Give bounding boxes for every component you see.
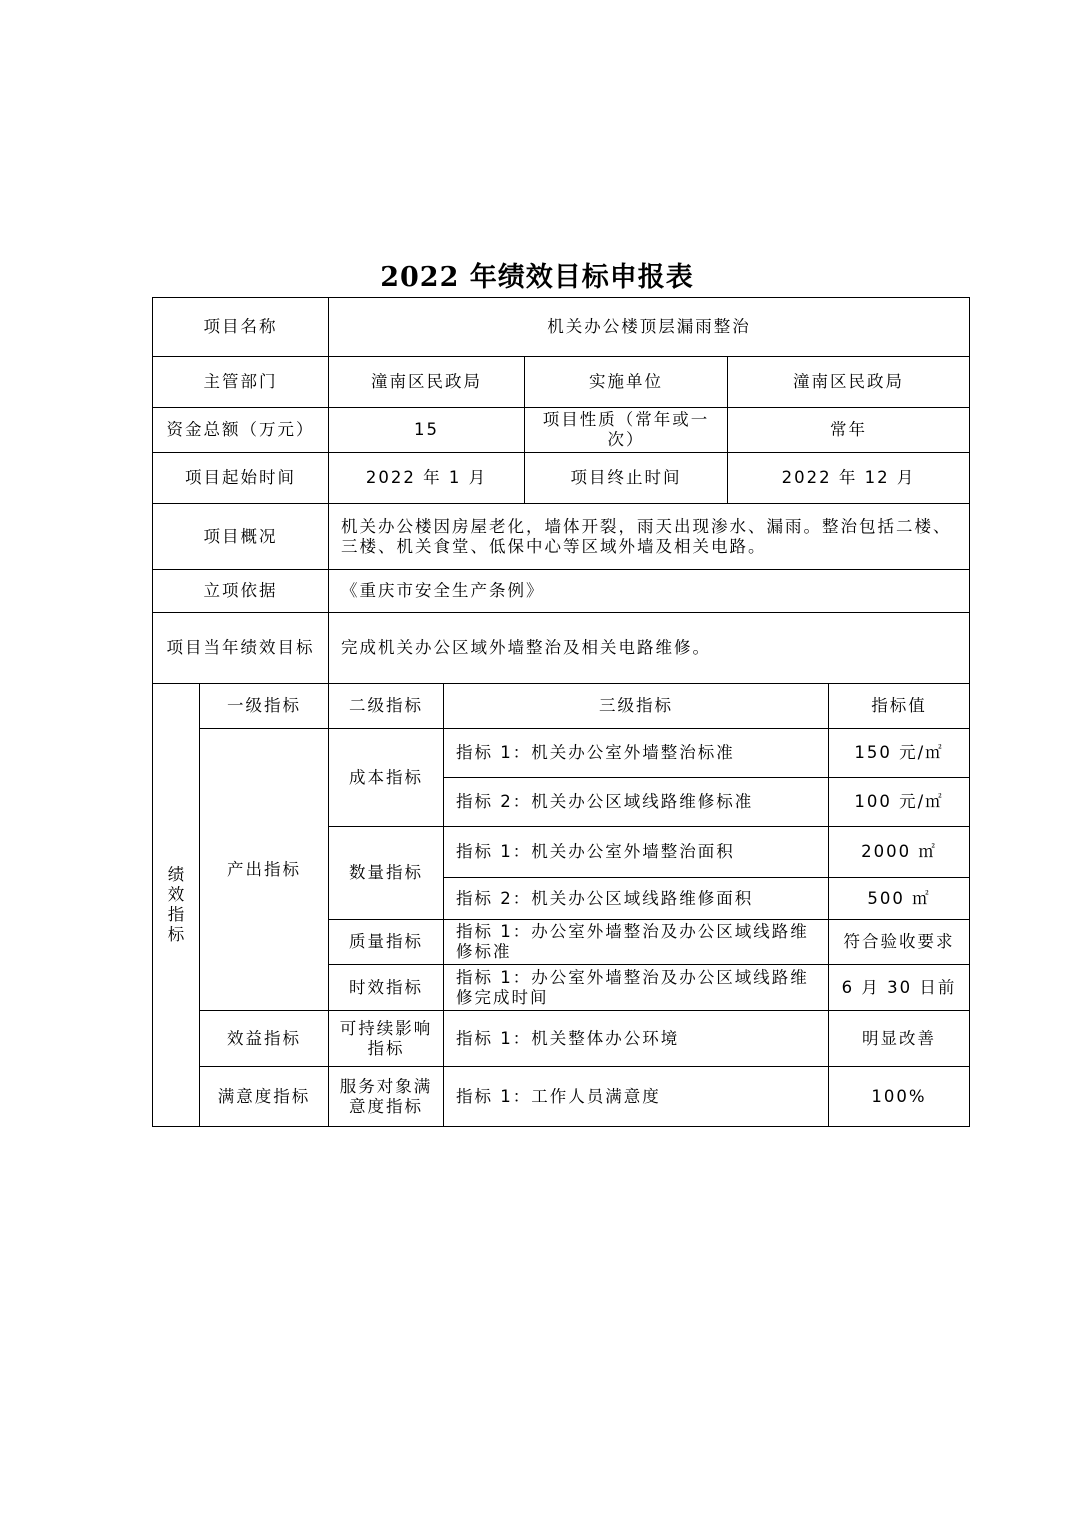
overview-label: 项目概况	[153, 504, 329, 570]
indicator-name: 指标 1：机关办公室外墙整治标准	[444, 729, 829, 778]
indicator-section-label	[153, 684, 200, 1127]
row-overview	[153, 504, 970, 570]
basis-label: 立项依据	[153, 570, 329, 613]
header-level1: 一级指标	[200, 684, 329, 729]
indicator-value: 明显改善	[829, 1011, 970, 1067]
satisfaction-indicator: 满意度指标	[200, 1067, 329, 1127]
nature-label: 项目性质（常年或一次）	[525, 408, 728, 453]
indicator-name: 指标 1：机关整体办公环境	[444, 1011, 829, 1067]
row-fund	[153, 408, 970, 453]
end-value: 2022 年 12 月	[728, 453, 970, 504]
indicator-name: 指标 1：工作人员满意度	[444, 1067, 829, 1127]
goal-value: 完成机关办公区域外墙整治及相关电路维修。	[329, 613, 970, 684]
row-goal	[153, 613, 970, 684]
sustain-indicator: 可持续影响指标	[329, 1011, 444, 1067]
indicator-value: 6 月 30 日前	[829, 965, 970, 1011]
header-level3: 三级指标	[444, 684, 829, 729]
row-project-name	[153, 298, 970, 357]
section-char: 绩	[167, 865, 185, 884]
indicator-value: 2000 ㎡	[829, 827, 970, 878]
indicator-name: 指标 2：机关办公区域线路维修面积	[444, 878, 829, 920]
cost-indicator: 成本指标	[329, 729, 444, 827]
row-indicator-headers	[153, 684, 970, 729]
row-period	[153, 453, 970, 504]
start-value: 2022 年 1 月	[329, 453, 525, 504]
fund-value: 15	[329, 408, 525, 453]
header-value: 指标值	[829, 684, 970, 729]
indicator-name: 指标 2：机关办公区域线路维修标准	[444, 778, 829, 827]
output-indicator: 产出指标	[200, 729, 329, 1011]
indicator-row	[153, 1067, 970, 1127]
impl-label: 实施单位	[525, 357, 728, 408]
performance-target-form	[152, 297, 970, 1127]
quantity-indicator: 数量指标	[329, 827, 444, 920]
indicator-name: 指标 1：办公室外墙整治及办公区域线路维修完成时间	[444, 965, 829, 1011]
indicator-value: 符合验收要求	[829, 920, 970, 965]
timeliness-indicator: 时效指标	[329, 965, 444, 1011]
indicator-value: 100%	[829, 1067, 970, 1127]
section-char: 标	[167, 925, 185, 944]
benefit-indicator: 效益指标	[200, 1011, 329, 1067]
nature-value: 常年	[728, 408, 970, 453]
start-label: 项目起始时间	[153, 453, 329, 504]
document-title: 2022 年绩效目标申报表	[380, 262, 694, 293]
section-char: 指	[167, 905, 185, 924]
service-satisfaction-indicator: 服务对象满意度指标	[329, 1067, 444, 1127]
end-label: 项目终止时间	[525, 453, 728, 504]
indicator-value: 100 元/㎡	[829, 778, 970, 827]
indicator-row	[153, 729, 970, 778]
basis-value: 《重庆市安全生产条例》	[329, 570, 970, 613]
indicator-row	[153, 1011, 970, 1067]
indicator-value: 150 元/㎡	[829, 729, 970, 778]
dept-value: 潼南区民政局	[329, 357, 525, 408]
goal-label: 项目当年绩效目标	[153, 613, 329, 684]
section-char: 效	[167, 885, 185, 904]
quality-indicator: 质量指标	[329, 920, 444, 965]
row-department	[153, 357, 970, 408]
project-name-label: 项目名称	[153, 298, 329, 357]
project-name-value: 机关办公楼顶层漏雨整治	[329, 298, 970, 357]
impl-value: 潼南区民政局	[728, 357, 970, 408]
indicator-value: 500 ㎡	[829, 878, 970, 920]
dept-label: 主管部门	[153, 357, 329, 408]
indicator-name: 指标 1：办公室外墙整治及办公区域线路维修标准	[444, 920, 829, 965]
header-level2: 二级指标	[329, 684, 444, 729]
row-basis	[153, 570, 970, 613]
overview-value: 机关办公楼因房屋老化，墙体开裂，雨天出现渗水、漏雨。整治包括二楼、三楼、机关食堂、低保中心等区域外墙及相关电路。	[329, 504, 970, 570]
fund-label: 资金总额（万元）	[153, 408, 329, 453]
indicator-name: 指标 1：机关办公室外墙整治面积	[444, 827, 829, 878]
